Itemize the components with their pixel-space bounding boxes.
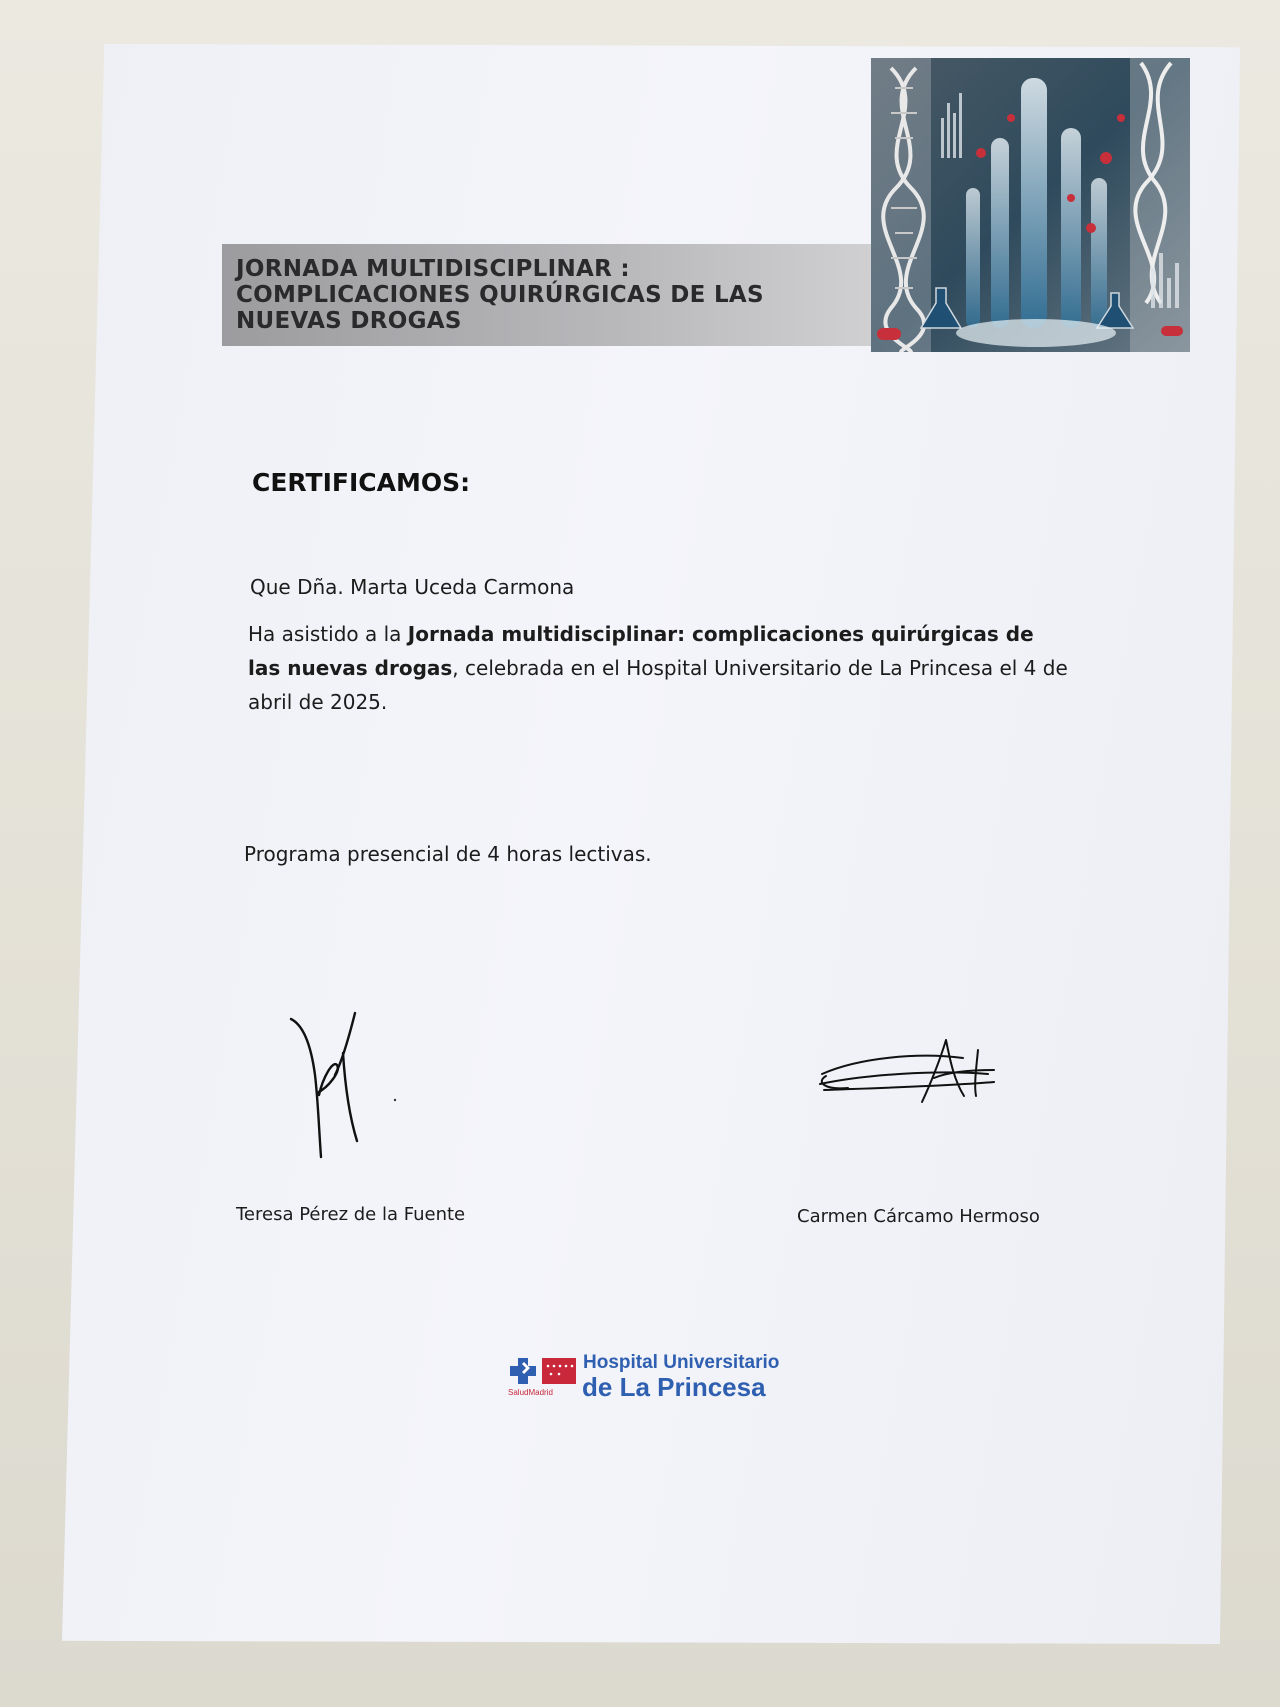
attendance-suffix: , celebrada en el Hospital Universitario de La Princesa el 4 de abril de 2025.: [248, 656, 1068, 714]
banner-title-line-3: NUEVAS DROGAS: [236, 308, 462, 334]
attendance-prefix: Ha asistido a la: [248, 622, 408, 646]
salud-madrid-label: SaludMadrid: [508, 1388, 553, 1397]
hospital-name-line-2: de La Princesa: [582, 1372, 766, 1402]
signatory-2-name: Carmen Cárcamo Hermoso: [797, 1206, 1040, 1227]
signatory-1-name: Teresa Pérez de la Fuente: [236, 1204, 466, 1225]
event-banner: [222, 244, 874, 346]
hospital-name-line-1: Hospital Universitario: [583, 1352, 780, 1373]
salud-madrid-emblem-icon: [510, 1354, 578, 1388]
attendance-paragraph: [248, 617, 1068, 719]
program-line: Programa presencial de 4 horas lectivas.: [244, 842, 652, 866]
event-name: Jornada multidisciplinar: complicaciones quirúrgicas de las nuevas drogas: [248, 622, 1034, 680]
dna-lab-illustration-svg: [871, 58, 1190, 352]
banner-title-line-1: JORNADA MULTIDISCIPLINAR :: [236, 256, 630, 282]
banner-title-line-2: COMPLICACIONES QUIRÚRGICAS DE LAS: [236, 282, 764, 308]
recipient-line: Que Dña. Marta Uceda Carmona: [250, 575, 575, 599]
signature-2: [818, 1030, 1003, 1115]
hospital-logo: [508, 1352, 808, 1404]
signature-1: [285, 1005, 395, 1165]
dna-lab-illustration: [871, 58, 1190, 352]
certificate-heading: CERTIFICAMOS:: [252, 468, 471, 497]
